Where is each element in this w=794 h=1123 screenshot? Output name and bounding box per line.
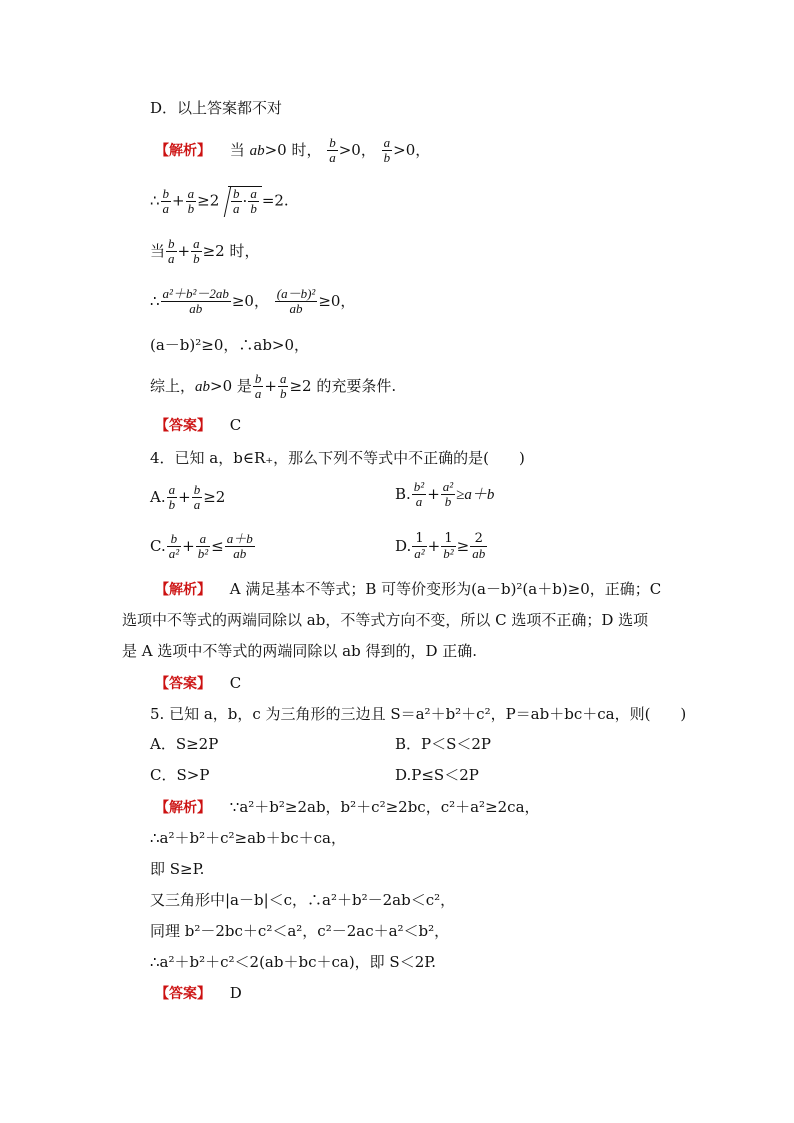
answer-tag: 【答案】	[155, 676, 211, 692]
answer-value: C	[229, 416, 242, 434]
analysis-tag: 【解析】	[155, 142, 211, 159]
q4-solution-line-2: 选项中不等式的两端同除以 ab，不等式方向不变，所以 C 选项不正确；D 选项	[122, 611, 649, 629]
q5-solution-line-6: ∴a²＋b²＋c²＜2(ab＋bc＋ca)，即 S＜2P.	[150, 953, 437, 971]
q5-solution-line-4: 又三角形中|a－b|＜c，∴a²＋b²－2ab＜c²，	[150, 891, 456, 909]
q5-option-d[interactable]: D.P≤S＜2P	[395, 766, 479, 784]
solution-line-3: 当 $\frac{b}{a}$ + $\frac{a}{b}$ ≥2 时，	[150, 236, 260, 267]
q5-option-b[interactable]: B．P＜S＜2P	[395, 735, 492, 753]
q5-solution-line-2: ∴a²＋b²＋c²≥ab＋bc＋ca，	[150, 829, 346, 847]
solution-line-5: (a－b)²≥0，∴ab>0，	[150, 336, 310, 354]
q5-solution-line-5: 同理 b²－2bc＋c²＜a²，c²－2ac＋a²＜b²，	[150, 922, 450, 940]
answer-value: D	[229, 984, 242, 1002]
answer-tag: 【答案】	[155, 418, 211, 434]
q4-option-d[interactable]: D. $\frac{1}{\text{a²}}$ + $\frac{1}{\text{b²}}$ ≥ $\frac{2}{ab}$	[395, 531, 486, 562]
q5-solution-line-3: 即 S≥P.	[150, 860, 205, 878]
analysis-tag: 【解析】	[155, 800, 211, 816]
answer-value: C	[229, 674, 242, 692]
q5-option-c[interactable]: C．S>P	[150, 766, 210, 784]
q4-option-c[interactable]: C. $\frac{b}{\text{a²}}$ + $\frac{a}{\text{b²}}$ ≤ $\frac{a+b}{ab}$	[150, 531, 253, 562]
answer-line-5	[155, 986, 242, 1001]
solution-line-4: ∴ $\frac{\text{a²＋b²－2ab}}{ab}$ ≥0， $\frac{\text{(a－b)²}}{ab}$ ≥0，	[150, 286, 356, 317]
answer-tag: 【答案】	[155, 986, 211, 1002]
previous-option-d: D．以上答案都不对	[150, 99, 283, 117]
answer-line-3	[155, 418, 241, 433]
q4-solution-line-1: 【解析】 A 满足基本不等式；B 可等价变形为(a－b)²(a＋b)≥0，正确；C	[155, 580, 662, 598]
solution-line-2: ∴ $\frac{b}{a}$ + $\frac{a}{b}$ ≥2 $\frac{b}{a}$ · $\frac{a}{b}$ =2.	[150, 185, 289, 217]
q5-solution-line-1: 【解析】 ∵a²＋b²≥2ab，b²＋c²≥2bc，c²＋a²≥2ca，	[155, 798, 540, 816]
q5-option-a[interactable]: A．S≥2P	[150, 735, 219, 753]
solution-line-6: 综上，ab>0 是 $\frac{b}{a}$ + $\frac{a}{b}$ ≥2 的充要条件.	[150, 371, 397, 402]
question-4-stem: 4．已知 a，b∈R₊，那么下列不等式中不正确的是( )	[150, 449, 525, 467]
answer-line-4	[155, 676, 241, 691]
q4-option-b[interactable]: B. $\frac{\text{b²}}{a}$ + $\frac{\text{a²}}{b}$ ≥a＋b	[395, 479, 495, 510]
q4-option-a[interactable]: A. $\frac{a}{b}$ + $\frac{b}{a}$ ≥2	[150, 482, 226, 513]
q4-solution-line-3: 是 A 选项中不等式的两端同除以 ab 得到的，D 正确.	[122, 642, 478, 660]
question-5-stem: 5. 已知 a，b，c 为三角形的三边且 S＝a²＋b²＋c²，P＝ab＋bc＋ca，则( )	[150, 705, 687, 723]
analysis-tag: 【解析】	[155, 582, 211, 598]
solution-line-1: 【解析】 当 ab>0 时， $\frac{b}{a}$ >0， $\frac{a}{b}$ >0，	[155, 135, 431, 166]
